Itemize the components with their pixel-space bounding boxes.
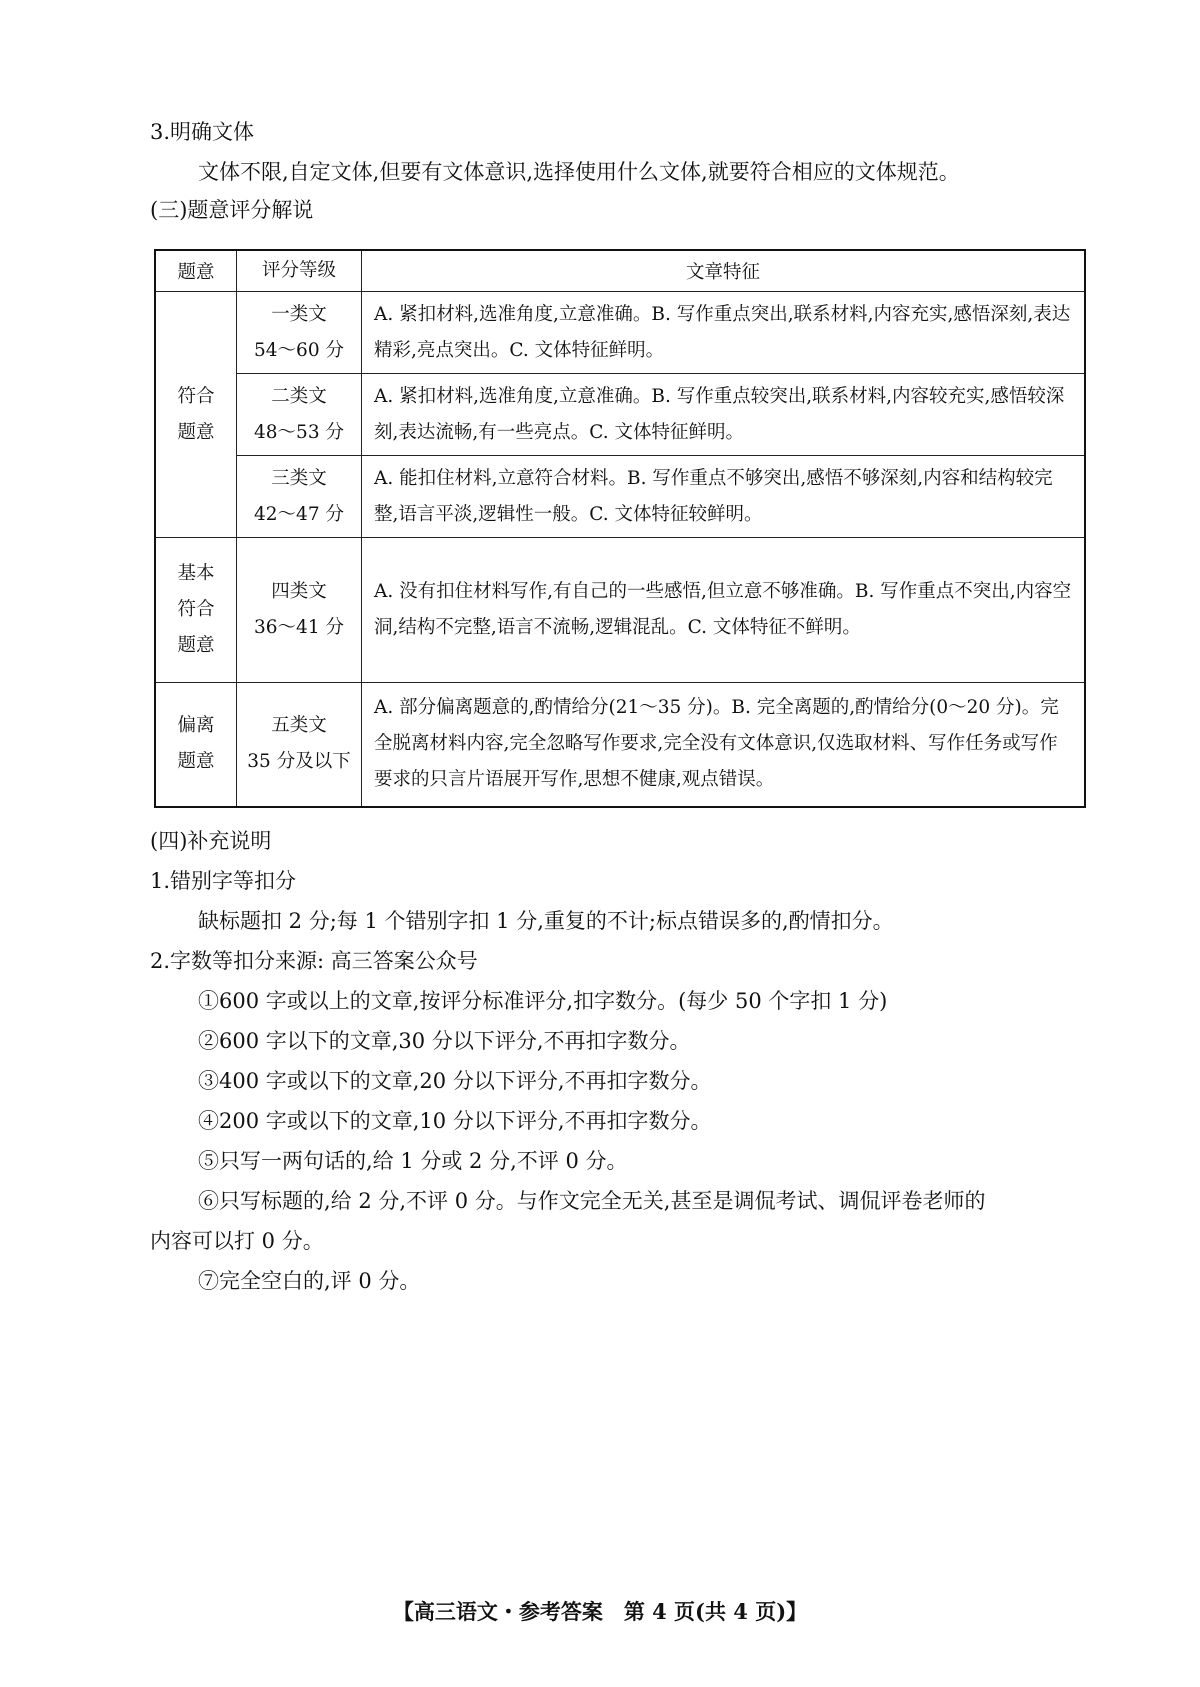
rule-item: ①600 字或以上的文章,按评分标准评分,扣字数分。(每少 50 个字扣 1 分) <box>198 989 888 1013</box>
section-4-title: (四)补充说明 <box>150 829 272 853</box>
table-row <box>155 456 1085 538</box>
level-score: 54～60 分 <box>254 339 344 361</box>
table-row <box>155 538 1085 683</box>
feature-cell: A. 紧扣材料,选准角度,立意准确。B. 写作重点较突出,联系材料,内容较充实,感悟较深刻,表达流畅,有一些亮点。C. 文体特征鲜明。 <box>362 374 1086 456</box>
section-3-title: (三)题意评分解说 <box>150 198 314 222</box>
header-level: 评分等级 <box>237 250 362 292</box>
tiyi-line: 偏离 <box>177 715 215 737</box>
tiyi-cell <box>155 538 237 683</box>
level-score: 48～53 分 <box>254 421 344 443</box>
rule-item: ③400 字或以下的文章,20 分以下评分,不再扣字数分。 <box>198 1069 712 1093</box>
rule-item: ②600 字以下的文章,30 分以下评分,不再扣字数分。 <box>198 1029 691 1053</box>
level-cell <box>237 374 362 456</box>
level-score: 42～47 分 <box>254 503 344 525</box>
tiyi-line: 题意 <box>177 421 215 443</box>
item-2-title: 2.字数等扣分来源: 高三答案公众号 <box>150 949 478 973</box>
level-name: 五类文 <box>271 715 327 737</box>
level-cell <box>237 292 362 374</box>
tiyi-line: 基本 <box>177 563 215 584</box>
feature-cell: A. 紧扣材料,选准角度,立意准确。B. 写作重点突出,联系材料,内容充实,感悟深刻,表达精彩,亮点突出。C. 文体特征鲜明。 <box>362 292 1086 374</box>
feature-cell: A. 部分偏离题意的,酌情给分(21～35 分)。B. 完全离题的,酌情给分(0～20 分)。完全脱离材料内容,完全忽略写作要求,完全没有文体意识,仅选取材料、写作任务或写作要求的只言片语展开写作,思想不健康,观点错误。 <box>362 683 1086 807</box>
rule-item: ④200 字或以下的文章,10 分以下评分,不再扣字数分。 <box>198 1109 712 1133</box>
table-row <box>155 292 1085 374</box>
level-score: 36～41 分 <box>254 617 344 638</box>
level-name: 一类文 <box>271 303 327 325</box>
rule-item-continued: 内容可以打 0 分。 <box>150 1229 324 1253</box>
page-footer: 【高三语文・参考答案 第 4 页(共 4 页)】 <box>392 1599 808 1624</box>
rule-item: ⑥只写标题的,给 2 分,不评 0 分。与作文完全无关,甚至是调侃考试、调侃评卷老师的 <box>198 1189 986 1213</box>
level-cell <box>237 538 362 683</box>
level-name: 四类文 <box>271 581 327 602</box>
paragraph-3: 文体不限,自定文体,但要有文体意识,选择使用什么文体,就要符合相应的文体规范。 <box>198 160 960 184</box>
grading-table <box>154 249 1086 808</box>
level-name: 三类文 <box>271 467 327 489</box>
feature-cell: A. 没有扣住材料写作,有自己的一些感悟,但立意不够准确。B. 写作重点不突出,内容空洞,结构不完整,语言不流畅,逻辑混乱。C. 文体特征不鲜明。 <box>362 538 1086 683</box>
table-header-row <box>155 250 1085 292</box>
level-cell <box>237 683 362 807</box>
feature-cell: A. 能扣住材料,立意符合材料。B. 写作重点不够突出,感悟不够深刻,内容和结构较完整,语言平淡,逻辑性一般。C. 文体特征较鲜明。 <box>362 456 1086 538</box>
level-name: 二类文 <box>271 385 327 407</box>
tiyi-line: 符合 <box>177 599 215 620</box>
tiyi-cell <box>155 292 237 538</box>
tiyi-line: 题意 <box>177 751 215 773</box>
rule-item: ⑤只写一两句话的,给 1 分或 2 分,不评 0 分。 <box>198 1149 628 1173</box>
level-cell <box>237 456 362 538</box>
item-1-title: 1.错别字等扣分 <box>150 869 297 893</box>
level-score: 35 分及以下 <box>247 751 351 773</box>
rule-item: ⑦完全空白的,评 0 分。 <box>198 1269 421 1293</box>
tiyi-cell <box>155 683 237 807</box>
tiyi-line: 题意 <box>177 635 215 656</box>
tiyi-line: 符合 <box>177 385 215 407</box>
header-tiyi: 题意 <box>155 250 237 292</box>
heading-3: 3.明确文体 <box>150 120 255 144</box>
table-row <box>155 374 1085 456</box>
header-feature: 文章特征 <box>362 250 1086 292</box>
table-row <box>155 683 1085 807</box>
item-1-text: 缺标题扣 2 分;每 1 个错别字扣 1 分,重复的不计;标点错误多的,酌情扣分。 <box>198 909 894 933</box>
